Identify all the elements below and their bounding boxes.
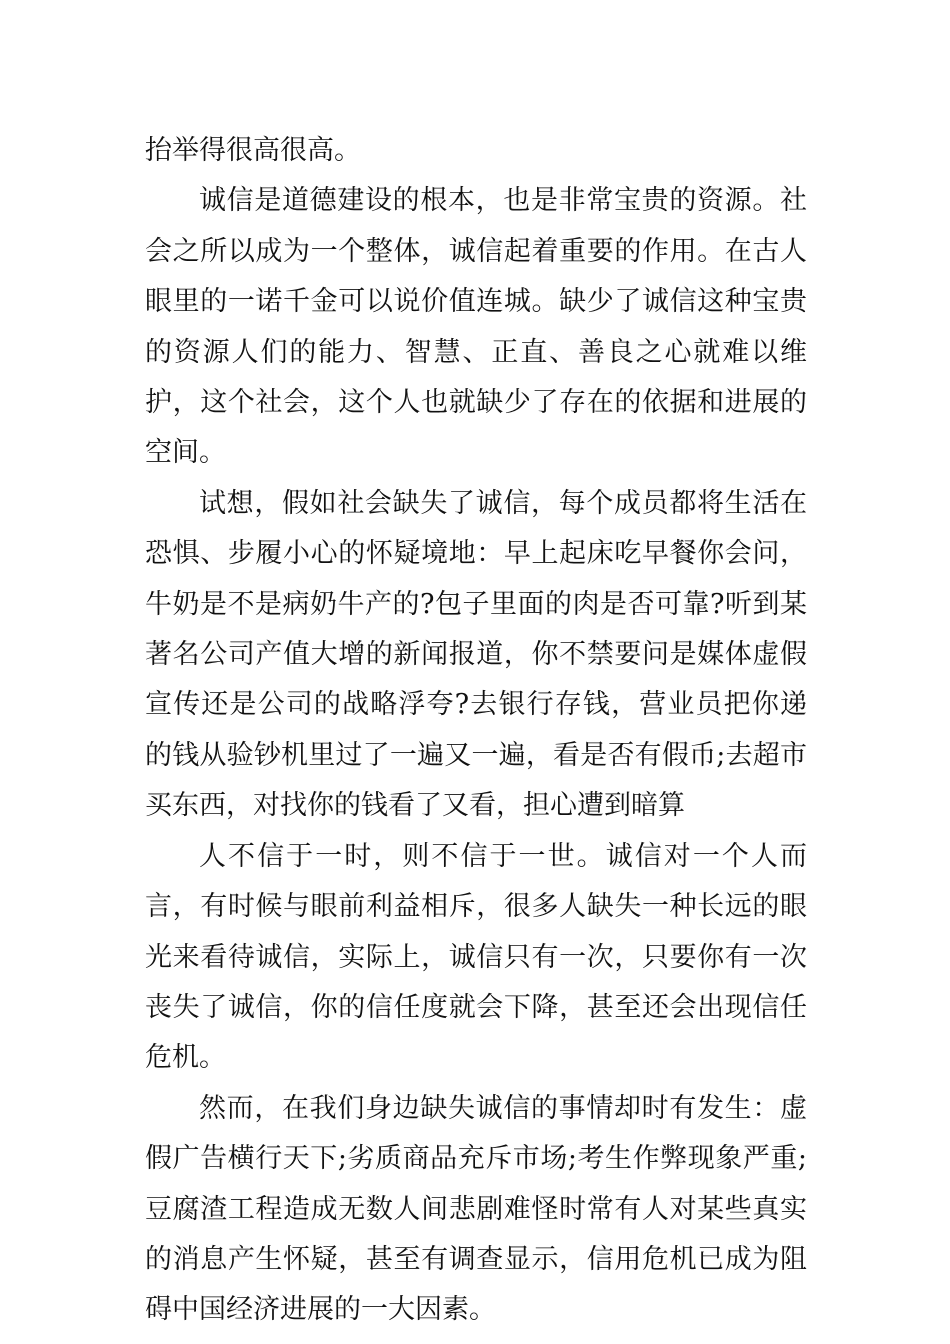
paragraph-3: 试想，假如社会缺失了诚信，每个成员都将生活在恐惧、步履小心的怀疑境地：早上起床吃早餐你会问，牛奶是不是病奶牛产的?包子里面的肉是否可靠?听到某著名公司产值大增的新闻报道，你不禁要问是媒体虚假宣传还是公司的战略浮夸?去银行存钱，营业员把你递的钱从验钞机里过了一遍又一遍，看是否有假币;去超市买东西，对找你的钱看了又看，担心遭到暗算 xyxy=(145,487,807,822)
paragraph-4: 人不信于一时，则不信于一世。诚信对一个人而言，有时候与眼前利益相斥，很多人缺失一种长远的眼光来看待诚信，实际上，诚信只有一次，只要你有一次丧失了诚信，你的信任度就会下降，甚至还会出现信任危机。 xyxy=(145,840,807,1074)
paragraph-1: 抬举得很高很高。 xyxy=(145,135,361,166)
paragraph-2: 诚信是道德建设的根本，也是非常宝贵的资源。社会之所以成为一个整体，诚信起着重要的作用。在古人眼里的一诺千金可以说价值连城。缺少了诚信这种宝贵的资源人们的能力、智慧、正直、善良之心就难以维护，这个社会，这个人也就缺少了存在的依据和进展的空间。 xyxy=(145,185,807,469)
paragraph-5: 然而，在我们身边缺失诚信的事情却时有发生：虚假广告横行天下;劣质商品充斥市场;考生作弊现象严重;豆腐渣工程造成无数人间悲剧难怪时常有人对某些真实的消息产生怀疑，甚至有调查显示，信用危机已成为阻碍中国经济进展的一大因素。 xyxy=(145,1092,807,1326)
document-page xyxy=(145,126,807,1336)
